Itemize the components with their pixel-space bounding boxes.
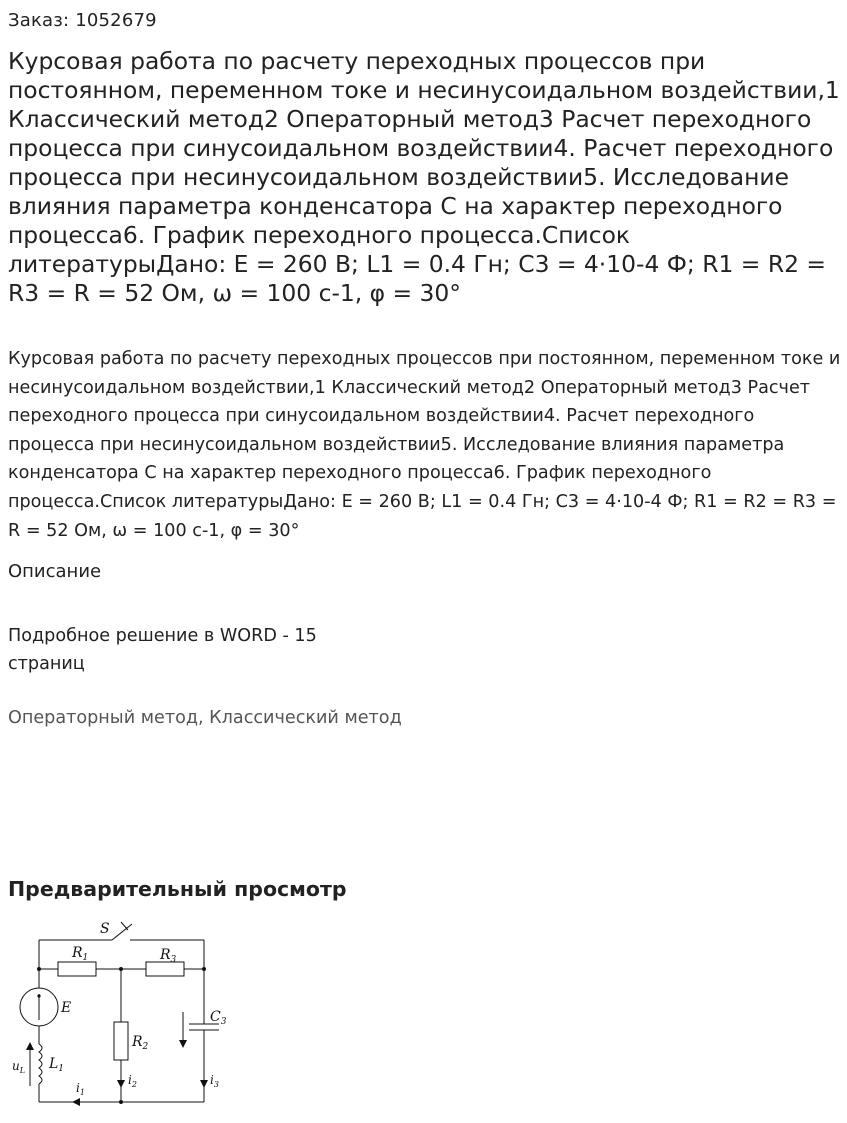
label-c3: C xyxy=(210,1009,221,1025)
method-tags: Операторный метод, Классический метод xyxy=(8,708,402,728)
description-section-label: Описание xyxy=(8,561,102,582)
label-i2: i xyxy=(128,1073,132,1087)
page-title: Курсовая работа по расчету переходных процессов при постоянном, переменном токе и несинусоидальном воздействии,1 Классический метод2 Операторный метод3 Расчет переходного процесса при синусоидальном воздействии4. Расчет переходного процесса при несинусоидальном воздействии5. Исследование влияния параметра конденсатора С на характер переходного процесса6. График переходного процесса.Список литературыДано: Е = 260 В; L1 = 0.4 Гн; С3 = 4·10-4 Ф; R1 = R2 = R3 = R = 52 Ом, ω = 100 с-1, φ = 30° xyxy=(8,47,840,307)
label-ul: u xyxy=(12,1059,20,1073)
svg-text:i2: $i_2$ xyxy=(128,1073,137,1089)
label-r1: R xyxy=(72,945,83,961)
svg-text:R2: $R_2$ xyxy=(132,1034,149,1052)
order-number: Заказ: 1052679 xyxy=(8,10,157,31)
circuit-diagram xyxy=(8,910,238,1110)
label-i1: i xyxy=(76,1081,80,1095)
svg-text:R3: $R_3$ xyxy=(160,947,177,965)
preview-heading: Предварительный просмотр xyxy=(8,877,347,901)
circuit-preview-image xyxy=(8,910,238,1110)
label-source: E xyxy=(61,1000,72,1016)
svg-text:i3: $i_3$ xyxy=(210,1073,219,1089)
label-l1: L xyxy=(49,1056,59,1072)
svg-text:R1: $R_1$ xyxy=(72,945,89,963)
description-text: Курсовая работа по расчету переходных процессов при постоянном, переменном токе и несинусоидальном воздействии,1 Классический метод2 Операторный метод3 Расчет переходного процесса при синусоидальном воздействии4. Расчет переходного процесса при несинусоидальном воздействии5. Исследование влияния параметра конденсатора С на характер переходного процесса6. График переходного процесса.Список литературыДано: Е = 260 В; L1 = 0.4 Гн; С3 = 4·10-4 Ф; R1 = R2 = R3 = R = 52 Ом, ω = 100 с-1, φ = 30° xyxy=(8,349,841,541)
label-i3: i xyxy=(210,1073,214,1087)
svg-text:uL: $u_L$ xyxy=(12,1059,26,1075)
svg-text:C3: $C_3$ xyxy=(210,1009,227,1027)
solution-details: Подробное решение в WORD - 15 страниц xyxy=(8,626,317,674)
label-r2: R xyxy=(132,1034,143,1050)
svg-text:i1: $i_1$ xyxy=(76,1081,85,1097)
svg-text:L1: $L_1$ xyxy=(49,1056,65,1074)
label-r3: R xyxy=(160,947,171,963)
label-switch: S xyxy=(100,921,110,937)
